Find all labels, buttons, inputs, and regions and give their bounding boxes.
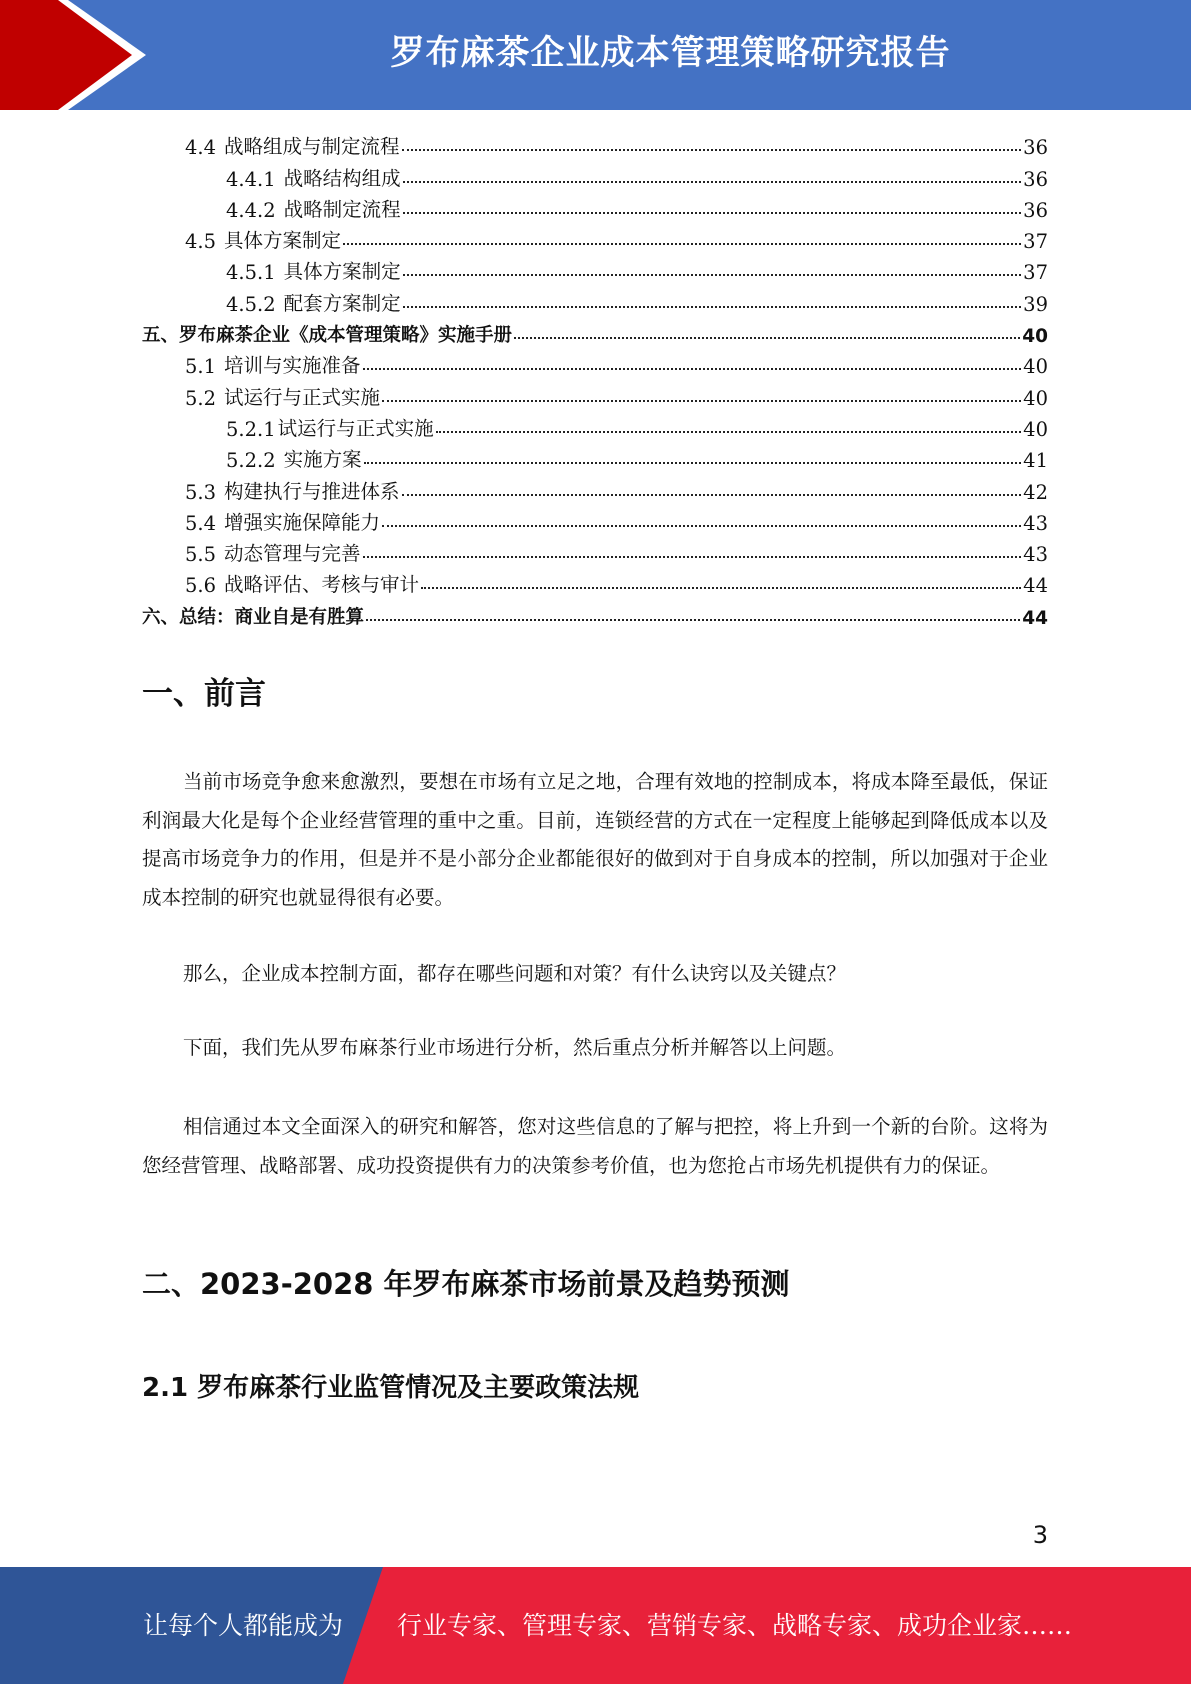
toc-leader: [402, 149, 1022, 151]
toc-title: 配套方案制定: [283, 291, 401, 315]
toc-entry[interactable]: [142, 504, 1048, 535]
toc-leader: [514, 337, 1020, 339]
toc-number: 5.5: [185, 543, 217, 567]
section-heading-market: 二、2023-2028 年罗布麻茶市场前景及趋势预测: [142, 1267, 790, 1301]
paragraph: 下面，我们先从罗布麻茶行业市场进行分析，然后重点分析并解答以上问题。: [183, 1036, 847, 1059]
toc-page: 40: [1023, 386, 1048, 410]
toc-title: 六、总结：商业自是有胜算: [142, 606, 365, 628]
toc-entry[interactable]: [142, 284, 1048, 315]
toc-title: 实施方案: [283, 448, 362, 472]
toc-page: 40: [1023, 417, 1048, 441]
toc-page: 40: [1023, 355, 1048, 379]
toc-number: 4.4.1: [226, 167, 276, 191]
toc-page: 43: [1023, 543, 1048, 567]
toc-title: 战略结构组成: [283, 166, 401, 190]
toc-title: 试运行与正式实施: [277, 416, 434, 440]
toc-number: 4.4.2: [226, 198, 276, 222]
toc-entry[interactable]: [142, 128, 1048, 159]
toc-entry[interactable]: [142, 410, 1048, 441]
paragraph: 那么，企业成本控制方面，都存在哪些问题和对策？有什么诀窍以及关键点？: [183, 962, 847, 985]
toc-title: 试运行与正式实施: [224, 385, 381, 409]
toc-title: 增强实施保障能力: [224, 510, 381, 534]
table-of-contents: [142, 128, 1048, 629]
toc-leader: [366, 619, 1020, 621]
toc-entry[interactable]: [142, 159, 1048, 190]
toc-entry[interactable]: [142, 441, 1048, 472]
toc-leader: [436, 431, 1022, 433]
toc-leader: [382, 525, 1021, 527]
toc-entry[interactable]: [142, 253, 1048, 284]
toc-number: 5.4: [185, 511, 217, 535]
toc-leader: [403, 212, 1022, 214]
page-header: [0, 0, 1191, 110]
toc-title: 构建执行与推进体系: [224, 479, 400, 503]
toc-entry[interactable]: [142, 222, 1048, 253]
toc-page: 44: [1023, 574, 1048, 598]
toc-page: 43: [1023, 511, 1048, 535]
toc-title: 动态管理与完善: [224, 542, 361, 566]
toc-leader: [363, 368, 1022, 370]
subsection-heading: 2.1 罗布麻茶行业监管情况及主要政策法规: [142, 1373, 640, 1403]
toc-title: 战略制定流程: [283, 197, 401, 221]
toc-page: 36: [1023, 198, 1048, 222]
toc-chapter-entry[interactable]: [142, 316, 1048, 347]
footer-slogan-left: 让每个人都能成为: [143, 1611, 344, 1640]
header-title: 罗布麻茶企业成本管理策略研究报告: [390, 33, 951, 73]
toc-number: 5.1: [185, 355, 217, 379]
toc-number: 5.2.1: [226, 417, 276, 441]
toc-number: 4.5.2: [226, 292, 276, 316]
toc-number: 5.6: [185, 574, 217, 598]
toc-title: 战略组成与制定流程: [224, 135, 400, 159]
toc-entry[interactable]: [142, 472, 1048, 503]
toc-leader: [382, 400, 1021, 402]
toc-page: 40: [1022, 326, 1048, 348]
toc-title: 五、罗布麻茶企业《成本管理策略》实施手册: [142, 325, 513, 347]
toc-chapter-entry[interactable]: [142, 597, 1048, 628]
toc-leader: [364, 462, 1022, 464]
toc-page: 44: [1022, 607, 1048, 629]
toc-leader: [403, 306, 1022, 308]
toc-title: 培训与实施准备: [224, 354, 361, 378]
toc-entry[interactable]: [142, 566, 1048, 597]
toc-number: 5.2.2: [226, 449, 276, 473]
toc-title: 战略评估、考核与审计: [224, 573, 420, 597]
toc-page: 42: [1023, 480, 1048, 504]
toc-entry[interactable]: [142, 347, 1048, 378]
page-footer: [0, 1567, 1191, 1684]
toc-entry[interactable]: [142, 191, 1048, 222]
footer-slogan-right: 行业专家、管理专家、营销专家、战略专家、成功企业家……: [397, 1611, 1073, 1640]
toc-leader: [363, 556, 1022, 558]
toc-number: 5.3: [185, 480, 217, 504]
header-arrow-decoration: [0, 0, 160, 110]
toc-page: 36: [1023, 136, 1048, 160]
paragraph: 当前市场竞争愈来愈激烈，要想在市场有立足之地，合理有效地的控制成本，将成本降至最低，保证利润最大化是每个企业经营管理的重中之重。目前，连锁经营的方式在一定程度上能够起到降低成本以及提高市场竞争力的作用，但是并不是小部分企业都能很好的做到对于自身成本的控制，所以加强对于企业成本控制的研究也就显得很有必要。: [142, 770, 1048, 909]
toc-leader: [403, 181, 1022, 183]
toc-page: 36: [1023, 167, 1048, 191]
toc-number: 4.5.1: [226, 261, 276, 285]
toc-leader: [402, 494, 1022, 496]
toc-title: 具体方案制定: [283, 260, 401, 284]
page-number: 3: [1032, 1521, 1048, 1549]
toc-page: 41: [1023, 449, 1048, 473]
toc-number: 5.2: [185, 386, 217, 410]
toc-entry[interactable]: [142, 378, 1048, 409]
toc-entry[interactable]: [142, 535, 1048, 566]
toc-number: 4.4: [185, 136, 217, 160]
section-heading-preface: 一、前言: [142, 676, 266, 712]
toc-page: 39: [1023, 292, 1048, 316]
toc-leader: [343, 243, 1021, 245]
paragraph: 相信通过本文全面深入的研究和解答，您对这些信息的了解与把控，将上升到一个新的台阶。这将为您经营管理、战略部署、成功投资提供有力的决策参考价值，也为您抢占市场先机提供有力的保证。: [142, 1115, 1048, 1177]
toc-page: 37: [1023, 230, 1048, 254]
toc-title: 具体方案制定: [224, 229, 342, 253]
toc-leader: [421, 587, 1021, 589]
toc-leader: [403, 274, 1022, 276]
toc-page: 37: [1023, 261, 1048, 285]
toc-number: 4.5: [185, 230, 217, 254]
